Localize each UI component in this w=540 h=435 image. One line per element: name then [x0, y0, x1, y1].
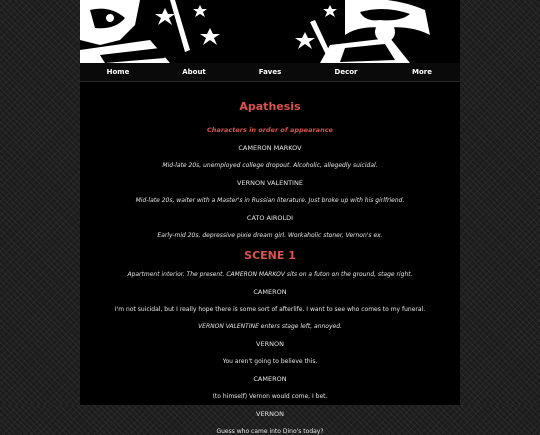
speaker-name: VERNON [256, 340, 284, 348]
stage-direction: Apartment interior. The present. CAMERON MARKOV sits on a futon on the ground, stage right. [127, 271, 413, 278]
speaker-name: VERNON [256, 410, 284, 418]
page-column [80, 0, 460, 435]
dialogue-line: I'm not suicidal, but I really hope there is some sort of afterlife. I want to see who comes to my funeral. [114, 306, 426, 313]
dialogue-line: You aren't going to believe this. [222, 358, 318, 365]
speaker-name: CAMERON [253, 288, 287, 296]
dialogue-line: Guess who came into Dino's today? [216, 428, 324, 435]
main-nav [80, 63, 460, 82]
nav-about-link[interactable]: About [182, 68, 206, 76]
cast-heading: Characters in order of appearance [207, 126, 333, 134]
nav-more-link[interactable]: More [412, 68, 432, 76]
nav-home-link[interactable]: Home [106, 68, 130, 76]
play-title: Apathesis [239, 100, 301, 113]
nav-faves-link[interactable]: Faves [258, 68, 282, 76]
play-content [80, 82, 460, 435]
nav-decor-link[interactable]: Decor [334, 68, 358, 76]
stage-direction: VERNON VALENTINE enters stage left, annoyed. [198, 323, 342, 330]
character-name: VERNON VALENTINE [237, 179, 303, 187]
character-description: Mid-late 20s, unemployed college dropout. Alcoholic, allegedly suicidal. [162, 162, 378, 169]
character-description: Mid-late 20s, waiter with a Master's in Russian literature. Just broke up with his girlfriend. [135, 197, 405, 204]
dialogue-line: (to himself) Vernon would come, I bet. [212, 393, 328, 400]
banner-illustration-right [290, 0, 440, 63]
banner-illustration-left [80, 0, 230, 63]
scene-heading: SCENE 1 [244, 249, 296, 262]
character-name: CATO AIROLDI [246, 214, 294, 222]
speaker-name: CAMERON [253, 375, 287, 383]
character-name: CAMERON MARKOV [238, 144, 302, 152]
header-banner [80, 0, 460, 63]
character-description: Early-mid 20s, depressive pixie dream girl. Workaholic stoner, Vernon's ex. [157, 232, 383, 239]
